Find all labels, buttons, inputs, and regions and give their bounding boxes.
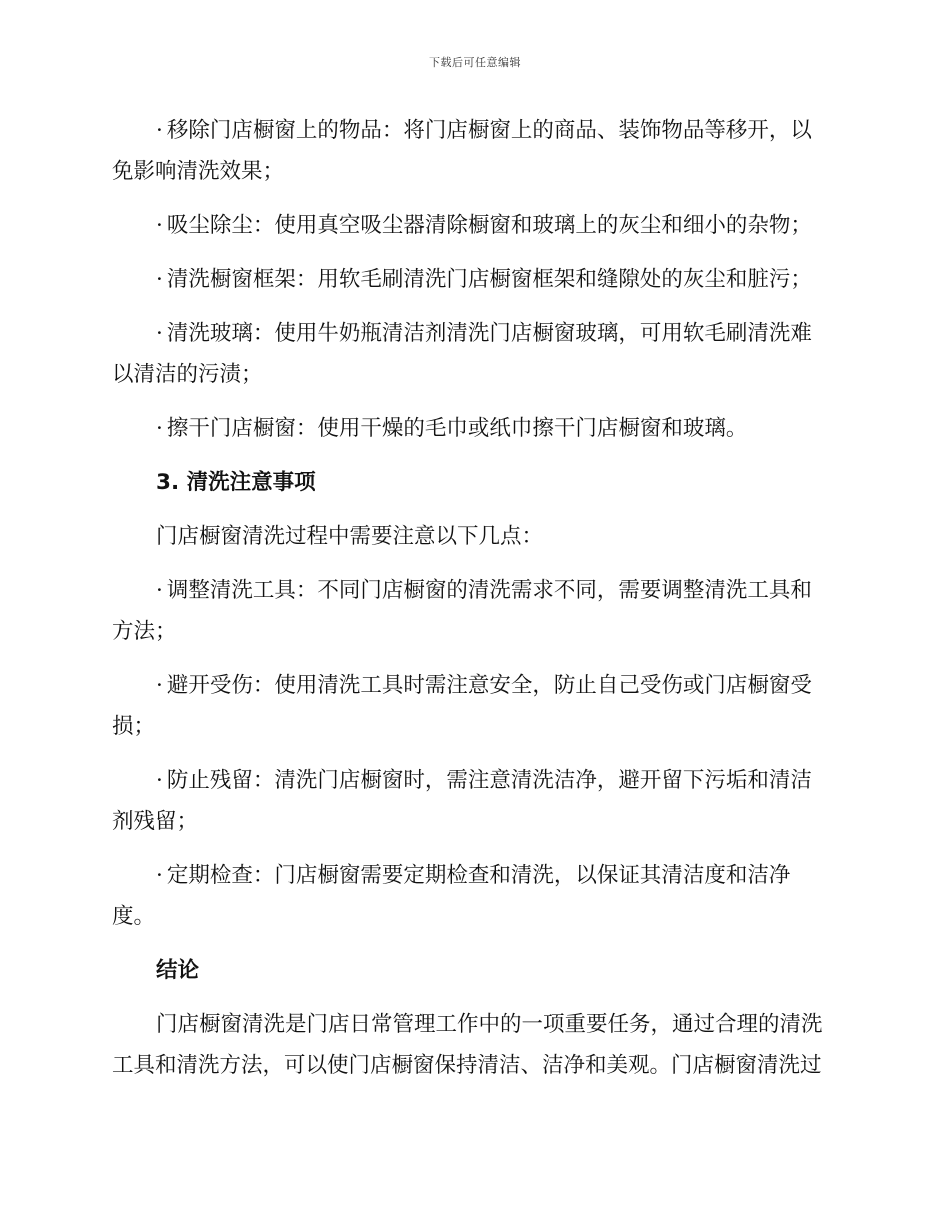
bullet-text: 调整清洗工具：不同门店橱窗的清洗需求不同，需要调整清洗工具和方法； (112, 578, 812, 644)
bullet-text: 避开受伤：使用清洗工具时需注意安全，防止自己受伤或门店橱窗受损； (112, 673, 812, 739)
bullet-dot: · (156, 118, 163, 143)
bullet-text: 防止残留：清洗门店橱窗时，需注意清洗洁净，避开留下污垢和清洁剂残留； (112, 768, 812, 834)
document-body (112, 110, 832, 1099)
conclusion-heading: 结论 (156, 958, 200, 983)
bullet-item (112, 665, 832, 747)
bullet-text: 擦干门店橱窗：使用干燥的毛巾或纸巾擦干门店橱窗和玻璃。 (166, 416, 748, 441)
bullet-item (112, 205, 832, 246)
bullet-item (112, 570, 832, 652)
bullet-item (112, 855, 832, 937)
bullet-item (112, 259, 832, 300)
bullet-text: 清洗橱窗框架：用软毛刷清洗门店橱窗框架和缝隙处的灰尘和脏污； (166, 267, 812, 292)
section-intro: 门店橱窗清洗过程中需要注意以下几点： (156, 524, 544, 549)
bullet-item (112, 760, 832, 842)
bullet-item (112, 408, 832, 449)
bullet-dot: · (156, 673, 163, 698)
bullet-text: 清洗玻璃：使用牛奶瓶清洁剂清洗门店橱窗玻璃，可用软毛刷清洗难以清洁的污渍； (112, 321, 812, 387)
bullet-item (112, 110, 832, 192)
conclusion-paragraph: 门店橱窗清洗是门店日常管理工作中的一项重要任务，通过合理的清洗工具和清洗方法，可以使门店橱窗保持清洁、洁净和美观。门店橱窗清洗过 (112, 1012, 823, 1078)
bullet-dot: · (156, 578, 163, 603)
bullet-dot: · (156, 267, 163, 292)
header-note: 下载后可任意编辑 (429, 56, 521, 69)
bullet-dot: · (156, 768, 163, 793)
section-heading: 3. 清洗注意事项 (156, 470, 316, 495)
bullet-text: 移除门店橱窗上的物品：将门店橱窗上的商品、装饰物品等移开，以免影响清洗效果； (112, 118, 812, 184)
bullet-text: 定期检查：门店橱窗需要定期检查和清洗，以保证其清洁度和洁净度。 (112, 863, 791, 929)
bullet-text: 吸尘除尘：使用真空吸尘器清除橱窗和玻璃上的灰尘和细小的杂物； (166, 213, 812, 238)
bullet-dot: · (156, 213, 163, 238)
bullet-dot: · (156, 416, 163, 441)
bullet-dot: · (156, 321, 163, 346)
bullet-dot: · (156, 863, 163, 888)
bullet-item (112, 313, 832, 395)
